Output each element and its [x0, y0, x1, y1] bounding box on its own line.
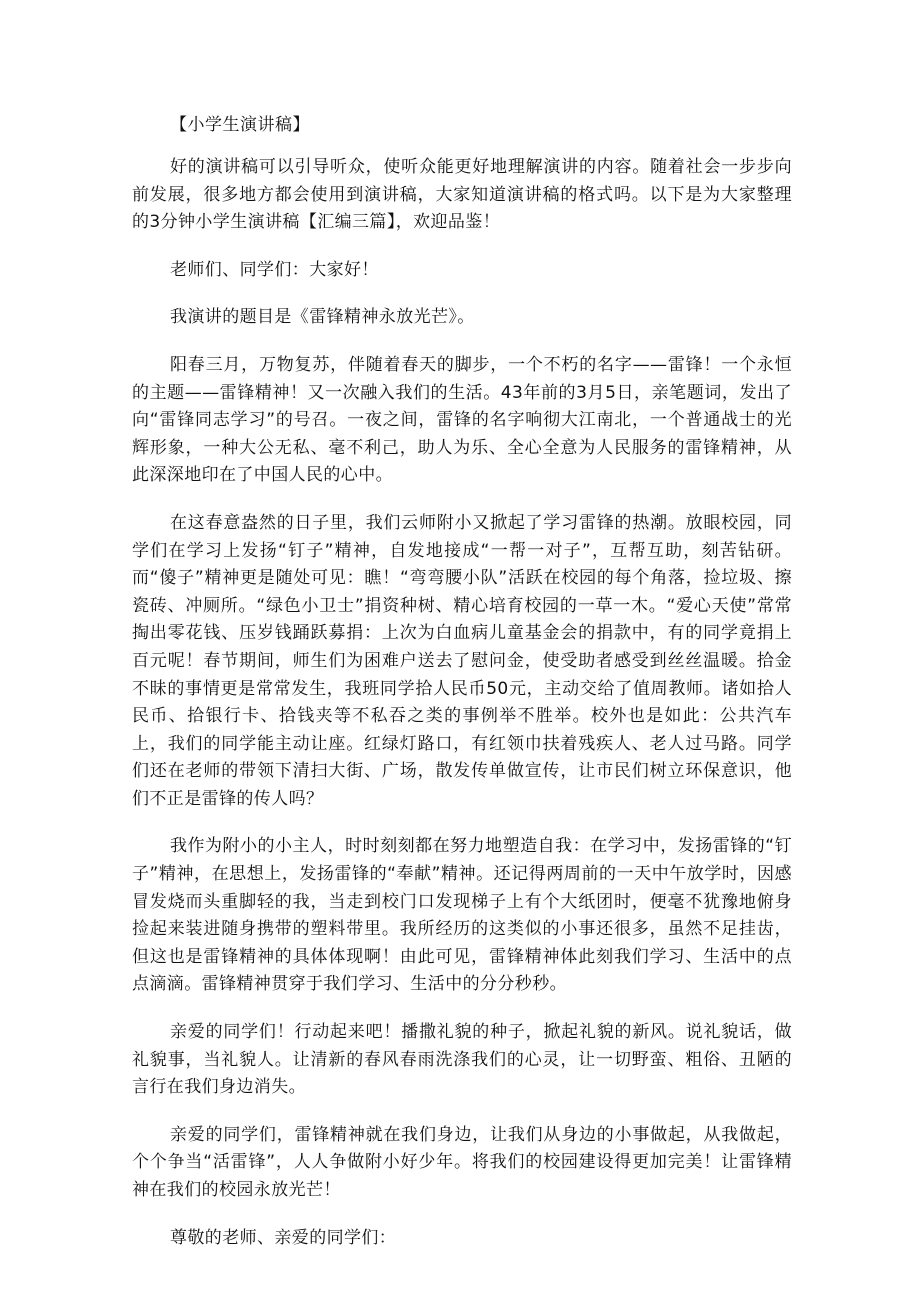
speech-topic-line: 我演讲的题目是《雷锋精神永放光芒》。	[170, 307, 475, 328]
body-paragraph: 亲爱的同学们！行动起来吧！播撒礼貌的种子，掀起礼貌的新风。说礼貌话，做礼貌事，当礼貌人。让清新的春风春雨洗涤我们的心灵，让一切野蛮、粗俗、丑陋的言行在我们身边消失。	[132, 1022, 792, 1098]
body-paragraph: 我作为附小的小主人，时时刻刻都在努力地塑造自我：在学习中，发扬雷锋的“钉子”精神，在思想上，发扬雷锋的“奉献”精神。还记得两周前的一天中午放学时，因感冒发烧而头重脚轻的我，当走到校门口发现梯子上有个大纸团时，便毫不犹豫地俯身捡起来装进随身携带的塑料带里。我所经历的这类似的小事还很多，虽然不足挂齿，但这也是雷锋精神的具体体现啊！由此可见，雷锋精神体此刻我们学习、生活中的点点滴滴。雷锋精神贯穿于我们学习、生活中的分分秒秒。	[132, 836, 792, 995]
intro-paragraph: 好的演讲稿可以引导听众，使听众能更好地理解演讲的内容。随着社会一步步向前发展，很多地方都会使用到演讲稿，大家知道演讲稿的格式吗。以下是为大家整理的3分钟小学生演讲稿【汇编三篇】，欢迎品鉴！	[132, 157, 792, 233]
document-page	[132, 112, 792, 1272]
body-paragraph: 阳春三月，万物复苏，伴随着春天的脚步，一个不朽的名字——雷锋！一个永恒的主题——雷锋精神！又一次融入我们的生活。43年前的3月5日，亲笔题词，发出了向“雷锋同志学习”的号召。一夜之间，雷锋的名字响彻大江南北，一个普通战士的光辉形象，一种大公无私、毫不利己，助人为乐、全心全意为人民服务的雷锋精神，从此深深地印在了中国人民的心中。	[132, 354, 792, 486]
document-title: 【小学生演讲稿】	[170, 115, 310, 135]
greeting-line: 老师们、同学们：大家好！	[170, 259, 379, 280]
body-paragraph: 在这春意盎然的日子里，我们云师附小又掀起了学习雷锋的热潮。放眼校园，同学们在学习上发扬“钉子”精神，自发地接成“一帮一对子”，互帮互助，刻苦钻研。而“傻子”精神更是随处可见：瞧！“弯弯腰小队”活跃在校园的每个角落，捡垃圾、擦瓷砖、冲厕所。“绿色小卫士”捐资种树、精心培育校园的一草一木。“爱心天使”常常掏出零花钱、压岁钱踊跃募捐：上次为白血病儿童基金会的捐款中，有的同学竟捐上百元呢！春节期间，师生们为困难户送去了慰问金，使受助者感受到丝丝温暖。拾金不昧的事情更是常常发生，我班同学拾人民币50元，主动交给了值周教师。诸如拾人民币、拾银行卡、拾钱夹等不私吞之类的事例举不胜举。校外也是如此：公共汽车上，我们的同学能主动让座。红绿灯路口，有红领巾扶着残疾人、老人过马路。同学们还在老师的带领下清扫大街、广场，散发传单做宣传，让市民们树立环保意识，他们不正是雷锋的传人吗？	[132, 512, 792, 809]
body-paragraph: 亲爱的同学们，雷锋精神就在我们身边，让我们从身边的小事做起，从我做起，个个争当“活雷锋”，人人争做附小好少年。将我们的校园建设得更加完美！让雷锋精神在我们的校园永放光芒！	[132, 1124, 792, 1200]
second-greeting-line: 尊敬的老师、亲爱的同学们：	[170, 1227, 397, 1248]
